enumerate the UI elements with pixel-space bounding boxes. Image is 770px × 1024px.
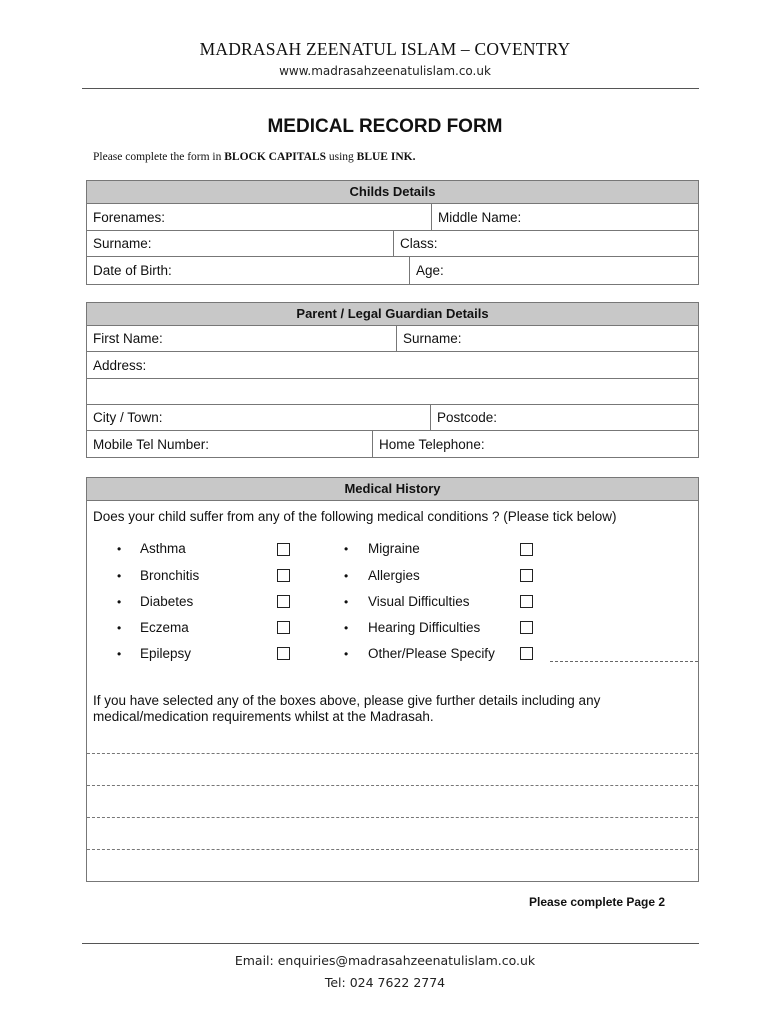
checkbox-allergies[interactable]	[520, 569, 533, 582]
guardian-row-names	[87, 326, 698, 352]
guardian-row-city	[87, 405, 698, 431]
child-row-names	[87, 204, 698, 231]
mobile-label: Mobile Tel Number:	[93, 436, 210, 452]
city-label: City / Town:	[93, 410, 163, 425]
details-answer-line[interactable]	[87, 817, 698, 818]
childs-details-section	[86, 180, 699, 285]
bullet: •	[344, 595, 349, 609]
checkbox-diabetes[interactable]	[277, 595, 290, 608]
condition-diabetes: Diabetes	[140, 594, 194, 609]
guardian-details-heading: Parent / Legal Guardian Details	[87, 303, 698, 326]
condition-visual-difficulties: Visual Difficulties	[368, 594, 470, 609]
guardian-details-section	[86, 302, 699, 458]
condition-other: Other/Please Specify	[368, 646, 495, 661]
other-specify-line[interactable]	[550, 661, 698, 662]
condition-bronchitis: Bronchitis	[140, 568, 200, 583]
details-answer-line[interactable]	[87, 849, 698, 850]
instructions-bold-2: BLUE INK.	[356, 151, 416, 163]
forenames-field[interactable]	[87, 204, 431, 230]
further-details-instructions: If you have selected any of the boxes above, please give further details including any medical/medication requirements whilst at the Madrasah.	[93, 693, 601, 724]
child-row-dob	[87, 257, 698, 284]
postcode-field[interactable]	[430, 405, 698, 430]
checkbox-migraine[interactable]	[520, 543, 533, 556]
guardian-first-name-field[interactable]	[87, 326, 396, 351]
footer-telephone: Tel: 024 7622 2774	[324, 975, 446, 990]
condition-asthma: Asthma	[140, 541, 186, 556]
bullet: •	[117, 621, 122, 635]
instructions	[93, 151, 415, 163]
address-line-2-field[interactable]	[87, 379, 698, 404]
bullet: •	[344, 569, 349, 583]
guardian-surname-label: Surname:	[403, 331, 462, 346]
footer-divider	[82, 943, 699, 944]
bullet: •	[344, 621, 349, 635]
child-surname-field[interactable]	[87, 231, 393, 256]
city-field[interactable]	[87, 405, 430, 430]
checkbox-hearing-difficulties[interactable]	[520, 621, 533, 634]
medical-history-heading: Medical History	[87, 478, 698, 501]
checkbox-asthma[interactable]	[277, 543, 290, 556]
middle-name-field[interactable]	[431, 204, 698, 230]
bullet: •	[117, 595, 122, 609]
child-row-surname	[87, 231, 698, 257]
instructions-text-1: Please complete the form in	[93, 151, 225, 163]
checkbox-bronchitis[interactable]	[277, 569, 290, 582]
condition-allergies: Allergies	[368, 568, 420, 583]
child-surname-label: Surname:	[93, 236, 152, 251]
condition-migraine: Migraine	[368, 541, 420, 556]
bullet: •	[117, 569, 122, 583]
condition-epilepsy: Epilepsy	[140, 646, 192, 661]
age-field[interactable]	[409, 257, 698, 284]
childs-details-heading: Childs Details	[87, 181, 698, 204]
guardian-first-name-label: First Name:	[93, 331, 163, 346]
home-telephone-label: Home Telephone:	[379, 436, 485, 452]
forenames-label: Forenames:	[93, 209, 166, 225]
header-divider	[82, 88, 699, 89]
page-2-note: Please complete Page 2	[529, 895, 666, 909]
medical-history-section	[86, 477, 699, 882]
guardian-surname-field[interactable]	[396, 326, 698, 351]
guardian-row-phone	[87, 431, 698, 457]
details-answer-line[interactable]	[87, 785, 698, 786]
dob-field[interactable]	[87, 257, 409, 284]
class-field[interactable]	[393, 231, 698, 256]
condition-eczema: Eczema	[140, 620, 189, 635]
postcode-label: Postcode:	[437, 410, 498, 425]
footer-email: Email: enquiries@madrasahzeenatulislam.co.uk	[234, 953, 536, 968]
form-title: MEDICAL RECORD FORM	[267, 116, 503, 137]
school-name: MADRASAH ZEENATUL ISLAM – COVENTRY	[199, 39, 571, 59]
bullet: •	[344, 542, 349, 556]
address-label: Address:	[93, 357, 147, 373]
guardian-row-address-extra	[87, 379, 698, 405]
guardian-row-address	[87, 352, 698, 379]
dob-label: Date of Birth:	[93, 263, 172, 278]
checkbox-epilepsy[interactable]	[277, 647, 290, 660]
address-field[interactable]	[87, 352, 698, 378]
instructions-bold-1: BLOCK CAPITALS	[224, 151, 326, 163]
age-label: Age:	[416, 263, 444, 278]
bullet: •	[344, 647, 349, 661]
condition-hearing-difficulties: Hearing Difficulties	[368, 620, 481, 635]
instructions-text-2: using	[325, 151, 357, 163]
bullet: •	[117, 542, 122, 556]
bullet: •	[117, 647, 122, 661]
mobile-field[interactable]	[87, 431, 372, 457]
home-telephone-field[interactable]	[372, 431, 698, 457]
school-website: www.madrasahzeenatulislam.co.uk	[279, 64, 491, 78]
details-answer-line[interactable]	[87, 753, 698, 754]
middle-name-label: Middle Name:	[438, 209, 522, 225]
medical-question: Does your child suffer from any of the following medical conditions ? (Please tick below)	[93, 509, 617, 524]
class-label: Class:	[400, 236, 438, 251]
checkbox-other[interactable]	[520, 647, 533, 660]
checkbox-visual-difficulties[interactable]	[520, 595, 533, 608]
checkbox-eczema[interactable]	[277, 621, 290, 634]
